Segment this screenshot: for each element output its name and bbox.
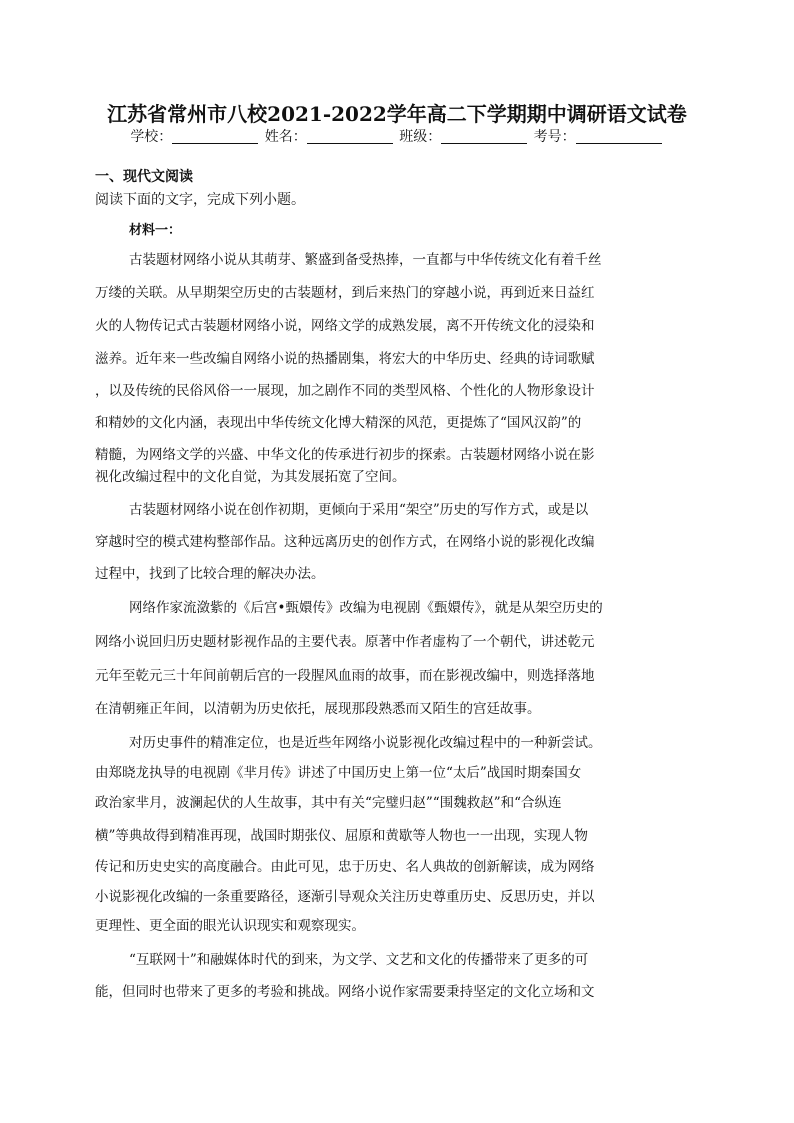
material-label: 材料一：	[129, 223, 182, 238]
exam-number-label: 考号：	[533, 129, 576, 145]
reading-instruction: 阅读下面的文字，完成下列小题。	[95, 192, 305, 208]
school-label: 学校：	[130, 129, 173, 145]
passage-line: 由郑晓龙执导的电视剧《芈月传》讲述了中国历史上第一位“太后”战国时期秦国女	[95, 765, 582, 781]
exam-number-field[interactable]	[576, 129, 662, 144]
passage-line: 火的人物传记式古装题材网络小说，网络文学的成熟发展，离不开传统文化的浸染和	[95, 318, 595, 334]
passage-line: 精髓，为网络文学的兴盛、中华文化的传承进行初步的探索。古装题材网络小说在影	[95, 447, 595, 463]
passage-line: 网络小说回归历史题材影视作品的主要代表。原著中作者虚构了一个朝代，讲述乾元	[95, 634, 595, 650]
passage-line: 更理性、更全面的眼光认识现实和观察现实。	[95, 918, 365, 934]
class-field[interactable]	[441, 129, 527, 144]
passage-line: 古装题材网络小说在创作初期，更倾向于采用“架空”历史的写作方式，或是以	[129, 502, 589, 518]
passage-line: 古装题材网络小说从其萌芽、繁盛到备受热捧，一直都与中华传统文化有着千丝	[129, 252, 602, 268]
passage-line: ，以及传统的民俗风俗一一展现，加之剧作不同的类型风格、个性化的人物形象设计	[95, 383, 595, 399]
school-field[interactable]	[172, 129, 258, 144]
passage-line: 传记和历史史实的高度融合。由此可见，忠于历史、名人典故的创新解读，成为网络	[95, 859, 595, 875]
name-field[interactable]	[307, 129, 393, 144]
passage-line: 能，但同时也带来了更多的考验和挑战。网络小说作家需要秉持坚定的文化立场和文	[95, 984, 595, 1000]
passage-line: 视化改编过程中的文化自觉，为其发展拓宽了空间。	[95, 469, 406, 485]
passage-line: 横”等典故得到精准再现，战国时期张仪、屈原和黄歇等人物也一一出现，实现人物	[95, 828, 588, 844]
passage-line: 网络作家流潋紫的《后宫•甄嬛传》改编为电视剧《甄嬛传》，就是从架空历史的	[129, 600, 603, 616]
passage-line: 和精妙的文化内涵，表现出中华传统文化博大精深的风范，更提炼了“国风汉韵”的	[95, 415, 582, 431]
section-heading: 一、现代文阅读	[95, 169, 193, 185]
passage-line: 对历史事件的精准定位，也是近些年网络小说影视化改编过程中的一种新尝试。	[129, 735, 602, 751]
passage-line: 政治家芈月，波澜起伏的人生故事，其中有关“完璧归赵”“围魏救赵”和“合纵连	[95, 795, 562, 811]
passage-line: 元年至乾元三十年间前朝后宫的一段腥风血雨的故事，而在影视改编中，则选择落地	[95, 668, 595, 684]
passage-line: 万缕的关联。从早期架空历史的古装题材，到后来热门的穿越小说，再到近来日益红	[95, 285, 595, 301]
passage-line: 滋养。近年来一些改编自网络小说的热播剧集，将宏大的中华历史、经典的诗词歌赋	[95, 351, 595, 367]
name-label: 姓名：	[264, 129, 307, 145]
passage-line: 在清朝雍正年间，以清朝为历史依托，展现那段熟悉而又陌生的宫廷故事。	[95, 701, 541, 717]
passage-line: 过程中，找到了比较合理的解决办法。	[95, 566, 325, 582]
student-info-line	[0, 126, 794, 146]
passage-line: 小说影视化改编的一条重要路径，逐渐引导观众关注历史尊重历史、反思历史，并以	[95, 889, 595, 905]
passage-line: “互联网十”和融媒体时代的到来，为文学、文艺和文化的传播带来了更多的可	[129, 952, 589, 968]
class-label: 班级：	[399, 129, 442, 145]
passage-line: 穿越时空的模式建构整部作品。这种远离历史的创作方式，在网络小说的影视化改编	[95, 534, 595, 550]
page-title: 江苏省常州市八校2021-2022学年高二下学期期中调研语文试卷	[107, 102, 687, 126]
